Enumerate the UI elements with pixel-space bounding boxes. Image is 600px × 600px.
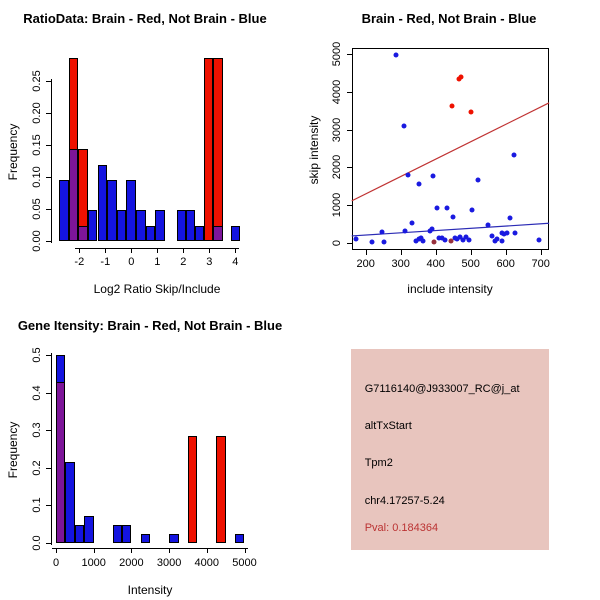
y-tick-label: 4000: [331, 79, 343, 105]
x-tick: [506, 250, 507, 255]
scatter-point: [353, 237, 358, 242]
hist-bar-blue: [136, 210, 146, 241]
y-tick: [46, 505, 51, 506]
scatter-plot-box: [352, 48, 550, 250]
y-tick: [46, 177, 51, 178]
hist-bar-blue: [98, 165, 108, 241]
y-tick: [46, 355, 51, 356]
y-tick-label: 0: [331, 239, 343, 246]
x-tick-label: 3: [206, 256, 213, 268]
y-tick: [46, 209, 51, 210]
scatter-point: [450, 103, 455, 108]
x-tick-label: 400: [426, 258, 445, 270]
y-tick: [46, 468, 51, 469]
scatter-point: [416, 182, 421, 187]
scatter-point: [468, 110, 473, 115]
hist-bar-red: [216, 436, 225, 543]
y-tick-label: 3000: [331, 117, 343, 142]
ratio-hist-ylabel: Frequency: [6, 123, 20, 181]
y-axis: [51, 353, 52, 545]
scatter-point: [513, 231, 518, 236]
x-tick-label: 0: [128, 256, 135, 268]
y-tick-label: 0.15: [31, 134, 43, 156]
scatter-point: [393, 53, 398, 58]
x-tick-label: 0: [52, 557, 60, 569]
scatter-point: [430, 173, 435, 178]
hist-bar-red: [204, 58, 213, 241]
scatter-point: [475, 178, 480, 183]
overlap-bar: [69, 149, 79, 241]
scatter-point: [382, 239, 387, 244]
scatter-point: [511, 153, 516, 158]
ratio-hist-xlabel: Log2 Ratio Skip/Include: [93, 282, 221, 296]
x-tick-label: 500: [461, 258, 480, 270]
y-tick: [347, 54, 352, 55]
y-tick: [347, 130, 352, 131]
scatter-point: [444, 206, 449, 211]
hist-bar-blue: [177, 210, 186, 241]
hist-bar-blue: [146, 226, 156, 241]
y-tick-label: 5000: [331, 41, 343, 67]
x-tick: [183, 248, 184, 253]
scatter-point: [430, 227, 435, 232]
x-tick: [366, 250, 367, 255]
y-tick: [46, 145, 51, 146]
info-line: G7116140@J933007_RC@j_at: [364, 383, 520, 395]
x-tick-label: -2: [74, 256, 85, 268]
x-tick-label: 3000: [156, 557, 182, 569]
x-tick: [56, 548, 57, 553]
y-tick: [46, 81, 51, 82]
hist-bar-blue: [117, 210, 127, 241]
y-tick-label: 0.5: [31, 347, 43, 363]
x-tick: [471, 250, 472, 255]
gene-hist-ylabel: Frequency: [6, 421, 20, 479]
hist-bar-red: [188, 436, 197, 543]
scatter-point: [434, 206, 439, 211]
x-tick: [169, 548, 170, 553]
scatter-point: [469, 207, 474, 212]
scatter-point: [537, 237, 542, 242]
info-line: altTxStart: [364, 420, 412, 432]
x-tick-label: 4: [232, 256, 239, 268]
y-tick-label: 0.10: [31, 166, 43, 188]
y-tick-label: 2000: [331, 155, 343, 180]
hist-bar-blue: [235, 534, 244, 543]
x-tick-label: 600: [496, 258, 515, 270]
y-tick-label: 0.4: [31, 385, 43, 401]
hist-bar-blue: [113, 525, 122, 543]
y-tick: [46, 543, 51, 544]
scatter-point: [421, 239, 426, 244]
x-tick: [157, 248, 158, 253]
scatter-point: [499, 238, 504, 243]
scatter-point: [466, 238, 471, 243]
x-tick-label: 300: [391, 258, 410, 270]
hist-bar-blue: [141, 534, 150, 543]
scatter-point: [432, 239, 437, 244]
scatter-xlabel: include intensity: [407, 282, 493, 296]
x-tick-label: 4000: [194, 557, 220, 569]
x-tick-label: 200: [356, 258, 375, 270]
x-tick: [207, 548, 208, 553]
x-tick: [401, 250, 402, 255]
y-tick: [347, 243, 352, 244]
y-tick-label: 0.20: [31, 102, 43, 124]
gene-hist-xlabel: Intensity: [127, 583, 173, 597]
hist-bar-blue: [59, 180, 69, 241]
overlap-bar: [78, 226, 88, 241]
x-tick: [131, 248, 132, 253]
hist-bar-blue: [84, 516, 93, 543]
x-tick: [245, 548, 246, 553]
scatter-point: [369, 239, 374, 244]
gene-info-panel: [351, 349, 550, 550]
hist-bar-blue: [195, 226, 204, 241]
y-tick: [46, 113, 51, 114]
x-tick: [79, 248, 80, 253]
info-line: chr4.17257-5.24: [364, 495, 445, 507]
x-tick-label: 5000: [232, 557, 257, 569]
hist-bar-blue: [186, 210, 195, 241]
x-tick: [235, 248, 236, 253]
y-tick-label: 1000: [331, 192, 343, 218]
x-tick: [94, 548, 95, 553]
hist-bar-blue: [88, 210, 98, 241]
scatter-point: [458, 74, 463, 79]
ratio-hist-title: RatioData: Brain - Red, Not Brain - Blue: [23, 11, 267, 26]
scatter-title: Brain - Red, Not Brain - Blue: [361, 11, 537, 26]
hist-bar-blue: [169, 534, 178, 543]
scatter-point: [507, 215, 512, 220]
x-axis: [52, 548, 248, 549]
hist-bar-blue: [107, 180, 117, 241]
x-tick: [436, 250, 437, 255]
x-tick-label: -1: [100, 256, 111, 268]
scatter-point: [409, 220, 414, 225]
x-tick-label: 1000: [81, 557, 106, 569]
scatter-point: [406, 173, 411, 178]
scatter-point: [505, 230, 510, 235]
hist-bar-blue: [75, 525, 84, 543]
scatter-point: [486, 222, 491, 227]
x-tick-label: 2000: [119, 557, 144, 569]
scatter-ylabel: skip intensity: [307, 115, 321, 185]
info-line: Tpm2: [364, 457, 393, 469]
hist-bar-blue: [231, 226, 240, 241]
overlap-bar: [213, 226, 222, 241]
y-tick: [347, 167, 352, 168]
scatter-point: [379, 230, 384, 235]
scatter-point: [402, 123, 407, 128]
y-tick-label: 0.2: [31, 460, 43, 476]
x-tick: [209, 248, 210, 253]
hist-bar-blue: [65, 462, 74, 542]
y-tick: [347, 92, 352, 93]
x-tick: [541, 250, 542, 255]
scatter-point: [451, 214, 456, 219]
x-tick: [131, 548, 132, 553]
y-tick: [347, 205, 352, 206]
y-axis: [51, 79, 52, 243]
y-tick-label: 0.00: [31, 230, 43, 252]
x-tick-label: 700: [531, 258, 550, 270]
x-tick-label: 2: [180, 256, 187, 268]
y-tick-label: 0.0: [31, 535, 43, 551]
gene-hist-title: Gene Itensity: Brain - Red, Not Brain - Blue: [17, 318, 283, 333]
scatter-point: [442, 238, 447, 243]
y-tick-label: 0.25: [31, 70, 43, 92]
y-tick-label: 0.3: [31, 422, 43, 438]
y-tick: [46, 241, 51, 242]
x-tick: [105, 248, 106, 253]
hist-bar-blue: [126, 180, 136, 241]
y-tick: [46, 393, 51, 394]
overlap-bar: [56, 382, 65, 543]
x-tick-label: 1: [154, 256, 161, 268]
hist-bar-red: [213, 58, 222, 241]
scatter-point: [403, 228, 408, 233]
hist-bar-blue: [155, 210, 165, 241]
hist-bar-blue: [122, 525, 131, 543]
pval-text: Pval: 0.184364: [364, 522, 439, 534]
y-tick: [46, 430, 51, 431]
y-tick-label: 0.1: [31, 497, 43, 513]
y-tick-label: 0.05: [31, 198, 43, 220]
scatter-point: [449, 239, 454, 244]
